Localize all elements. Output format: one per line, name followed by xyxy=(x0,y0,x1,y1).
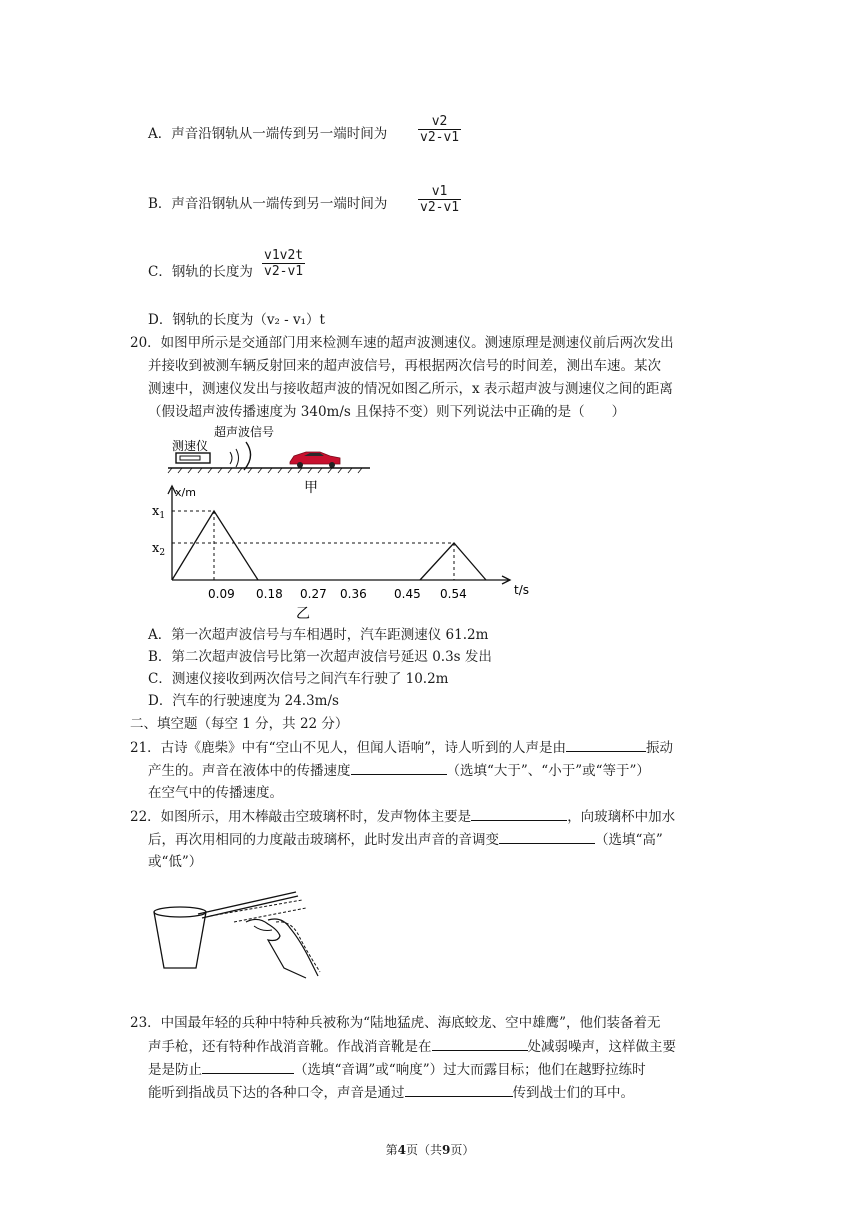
figure-yi xyxy=(148,484,538,624)
tick-label: 0.36 xyxy=(340,587,367,601)
q20-line4: （假设超声波传播速度为 340m/s 且保持不变）则下列说法中正确的是（ ） xyxy=(148,404,626,420)
q23-text: 是是防止 xyxy=(148,1062,202,1078)
footer-text: 页） xyxy=(450,1143,475,1157)
wave-arc-3 xyxy=(244,442,251,470)
q21-text: （选填“大于”、“小于”或“等于”） xyxy=(446,763,650,779)
answer-blank[interactable] xyxy=(432,1036,528,1051)
wave-arc-1 xyxy=(230,452,232,464)
page-footer xyxy=(0,1141,860,1158)
tick-label: 0.27 xyxy=(300,587,327,601)
q20-line3: 测速中，测速仪发出与接收超声波的情况如图乙所示，x 表示超声波与测速仪之间的距离 xyxy=(148,381,673,397)
signal-2-path xyxy=(420,543,486,580)
page-total: 9 xyxy=(442,1143,451,1157)
q21-line1 xyxy=(130,737,673,758)
answer-blank[interactable] xyxy=(202,1059,294,1074)
q23-text: 传到战士们的耳中。 xyxy=(512,1085,634,1101)
device-icon xyxy=(176,453,210,463)
q22-line1 xyxy=(130,806,675,827)
q20-line2: 并接收到被测车辆反射回来的超声波信号，再根据两次信号的时间差，测出车速。某次 xyxy=(148,358,661,374)
q20-line1: 20．如图甲所示是交通部门用来检测车速的超声波测速仪。测速原理是测速仪前后两次发出 xyxy=(130,335,674,351)
option-20b: B．第二次超声波信号比第一次超声波信号延迟 0.3s 发出 xyxy=(148,649,492,665)
q23-line4 xyxy=(148,1082,634,1103)
q21-line2 xyxy=(148,760,650,781)
q23-text: 声手枪，还有特种作战消音靴。作战消音靴是在 xyxy=(148,1039,432,1055)
section-heading: 二、填空题（每空 1 分，共 22 分） xyxy=(130,716,349,732)
car-icon xyxy=(290,452,340,468)
q22-text: （选填“高” xyxy=(595,832,663,848)
fraction-denominator: v2-v1 xyxy=(420,130,460,145)
device-label: 测速仪 xyxy=(172,439,209,453)
option-19d: D．钢轨的长度为（v₂ - v₁）t xyxy=(148,312,325,328)
q22-text: 22．如图所示，用木棒敲击空玻璃杯时，发声物体主要是 xyxy=(130,809,472,825)
fraction-19a xyxy=(418,114,461,145)
tick-label: 0.54 xyxy=(440,587,467,601)
q23-text: （选填“音调”或“响度”）过大而露目标；他们在越野拉练时 xyxy=(294,1062,646,1078)
y-axis-label: x/m xyxy=(175,486,196,499)
figure-yi-caption: 乙 xyxy=(296,606,310,622)
fraction-numerator: v1 xyxy=(431,184,448,199)
q23-text: 能听到指战员下达的各种口令，声音是通过 xyxy=(148,1085,405,1101)
option-19c-text: C．钢轨的长度为 xyxy=(148,264,253,280)
answer-blank[interactable] xyxy=(351,760,447,775)
answer-blank[interactable] xyxy=(405,1082,513,1097)
fraction-denominator: v2-v1 xyxy=(420,200,460,215)
figure-jia-caption: 甲 xyxy=(304,480,318,496)
q22-line3: 或“低”） xyxy=(148,854,203,870)
x-axis-label: t/s xyxy=(514,583,529,597)
footer-text: 页（共 xyxy=(405,1143,442,1157)
option-19c xyxy=(148,262,253,282)
q23-line3 xyxy=(148,1059,646,1080)
tick-label: 0.18 xyxy=(256,587,283,601)
q21-text: 产生的。声音在液体中的传播速度 xyxy=(148,763,351,779)
answer-blank[interactable] xyxy=(471,806,567,821)
page-number: 4 xyxy=(397,1143,406,1157)
hand-icon xyxy=(246,919,320,978)
fraction-numerator: v1v2t xyxy=(264,248,304,263)
tick-x2: $x_2$ xyxy=(152,541,166,558)
q23-line2 xyxy=(148,1036,676,1057)
wave-arc-2 xyxy=(236,449,239,467)
tick-label: 0.45 xyxy=(394,587,421,601)
q22-text: ，向玻璃杯中加水 xyxy=(567,809,676,825)
q21-line3: 在空气中的传播速度。 xyxy=(148,785,283,801)
answer-blank[interactable] xyxy=(499,829,595,844)
option-20d: D．汽车的行驶速度为 24.3m/s xyxy=(148,693,339,709)
glass-tap-figure xyxy=(150,880,330,980)
fraction-numerator: v2 xyxy=(431,114,448,129)
glass-icon xyxy=(154,907,206,968)
option-19b-text: B．声音沿钢轨从一端传到另一端时间为 xyxy=(148,196,388,212)
stick-icon xyxy=(198,892,306,922)
fraction-19b xyxy=(418,184,461,215)
fraction-19c xyxy=(262,248,305,279)
x-ticks xyxy=(208,587,467,601)
device-detail xyxy=(180,456,200,460)
q21-text: 振动 xyxy=(645,740,673,756)
footer-text: 第 xyxy=(385,1143,398,1157)
option-20a: A．第一次超声波信号与车相遇时，汽车距测速仪 61.2m xyxy=(148,627,489,643)
signal-label: 超声波信号 xyxy=(214,425,275,439)
signal-1-path xyxy=(172,511,258,580)
option-20c: C．测速仪接收到两次信号之间汽车行驶了 10.2m xyxy=(148,671,449,687)
fraction-denominator: v2-v1 xyxy=(264,264,304,279)
q21-text: 21．古诗《鹿柴》中有“空山不见人，但闻人语响”，诗人听到的人声是由 xyxy=(130,740,566,756)
q22-line2 xyxy=(148,829,663,850)
option-19a-text: A．声音沿钢轨从一端传到另一端时间为 xyxy=(148,126,388,142)
q23-text: 处减弱噪声，这样做主要 xyxy=(527,1039,676,1055)
tick-x1: $x_1$ xyxy=(152,504,166,521)
answer-blank[interactable] xyxy=(566,737,646,752)
q22-text: 后，再次用相同的力度敲击玻璃杯，此时发出声音的音调变 xyxy=(148,832,499,848)
option-19b xyxy=(148,194,387,214)
option-19a xyxy=(148,124,387,144)
tick-label: 0.09 xyxy=(208,587,235,601)
q23-line1: 23．中国最年轻的兵种中特种兵被称为“陆地猛虎、海底蛟龙、空中雄鹰”，他们装备着无 xyxy=(130,1015,661,1031)
